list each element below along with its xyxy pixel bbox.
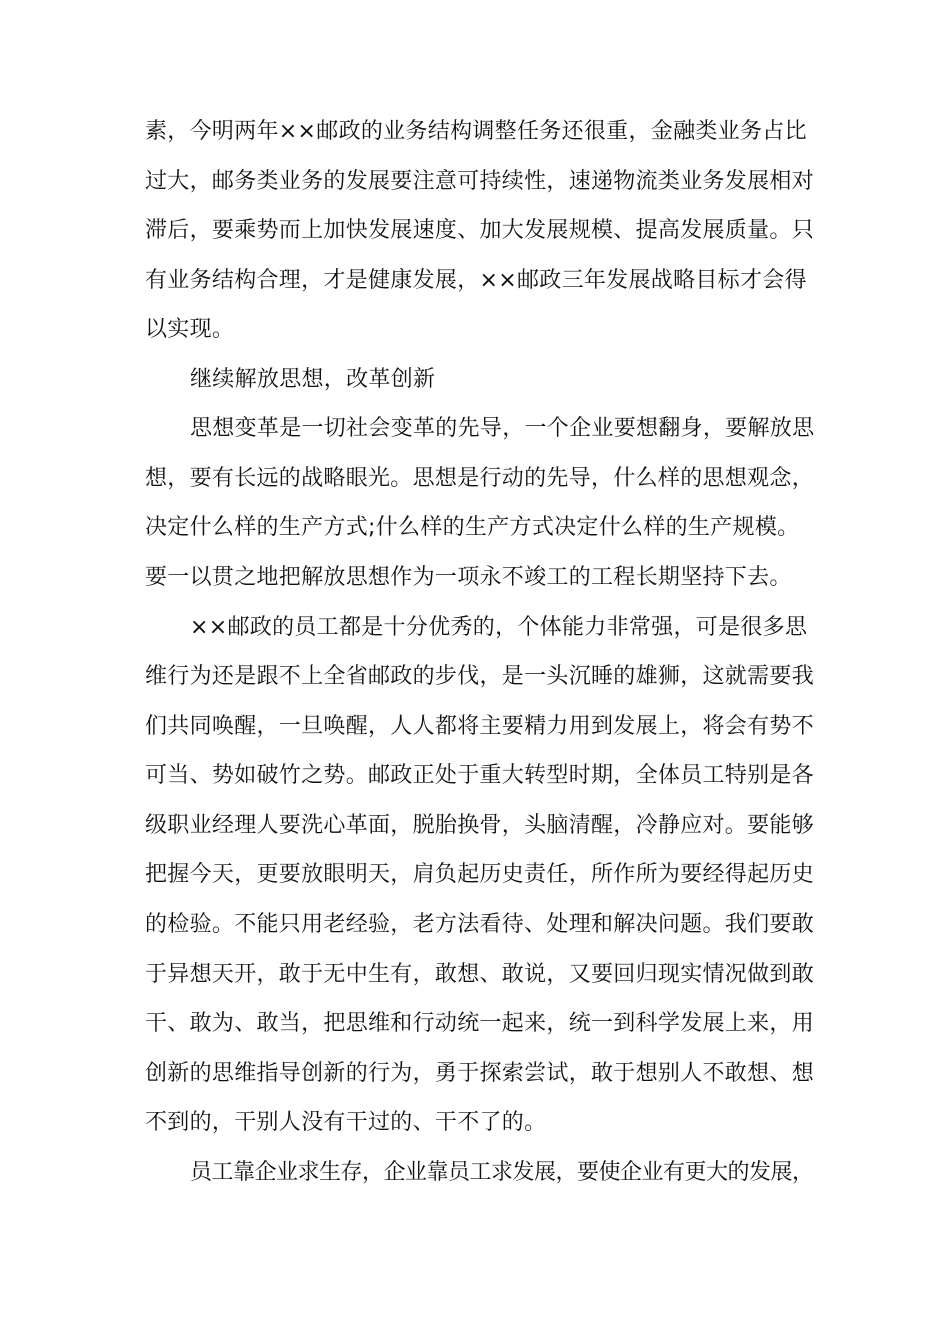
body-text-line: 有业务结构合理，才是健康发展，××邮政三年发展战略目标才会得 <box>145 268 807 293</box>
body-text-line: 于异想天开，敢于无中生有，敢想、敢说，又要回归现实情况做到敢 <box>145 962 815 987</box>
body-text-line: 可当、势如破竹之势。邮政正处于重大转型时期，全体员工特别是各 <box>145 763 815 788</box>
body-text-line: 滞后，要乘势而上加快发展速度、加大发展规模、提高发展质量。只 <box>145 218 815 243</box>
body-text-line: 们共同唤醒，一旦唤醒，人人都将主要精力用到发展上，将会有势不 <box>145 714 815 739</box>
body-text-line: 干、敢为、敢当，把思维和行动统一起来，统一到科学发展上来，用 <box>145 1011 815 1036</box>
body-text-line: 想，要有长远的战略眼光。思想是行动的先导，什么样的思想观念， <box>145 466 815 491</box>
body-text-line: 过大，邮务类业务的发展要注意可持续性，速递物流类业务发展相对 <box>145 169 815 194</box>
body-text-line: ××邮政的员工都是十分优秀的，个体能力非常强，可是很多思 <box>190 615 808 640</box>
body-text-line: 的检验。不能只用老经验，老方法看待、处理和解决问题。我们要敢 <box>145 912 815 937</box>
body-text-line: 员工靠企业求生存，企业靠员工求发展，要使企业有更大的发展， <box>190 1160 814 1185</box>
body-text-line: 以实现。 <box>145 317 235 342</box>
body-text-line: 决定什么样的生产方式;什么样的生产方式决定什么样的生产规模。 <box>145 515 800 540</box>
body-text-line: 创新的思维指导创新的行为，勇于探索尝试，敢于想别人不敢想、想 <box>145 1061 815 1086</box>
section-heading: 继续解放思想，改革创新 <box>190 367 436 392</box>
body-text-line: 把握今天，更要放眼明天，肩负起历史责任，所作所为要经得起历史 <box>145 862 815 887</box>
body-text-line: 思想变革是一切社会变革的先导，一个企业要想翻身，要解放思 <box>190 416 815 441</box>
body-text-line: 要一以贯之地把解放思想作为一项永不竣工的工程长期坚持下去。 <box>145 565 792 590</box>
body-text-line: 不到的，干别人没有干过的、干不了的。 <box>145 1110 547 1135</box>
body-text-line: 级职业经理人要洗心革面，脱胎换骨，头脑清醒，冷静应对。要能够 <box>145 813 815 838</box>
body-text-line: 素，今明两年××邮政的业务结构调整任务还很重，金融类业务占比 <box>145 119 807 144</box>
body-text-line: 维行为还是跟不上全省邮政的步伐，是一头沉睡的雄狮，这就需要我 <box>145 664 815 689</box>
